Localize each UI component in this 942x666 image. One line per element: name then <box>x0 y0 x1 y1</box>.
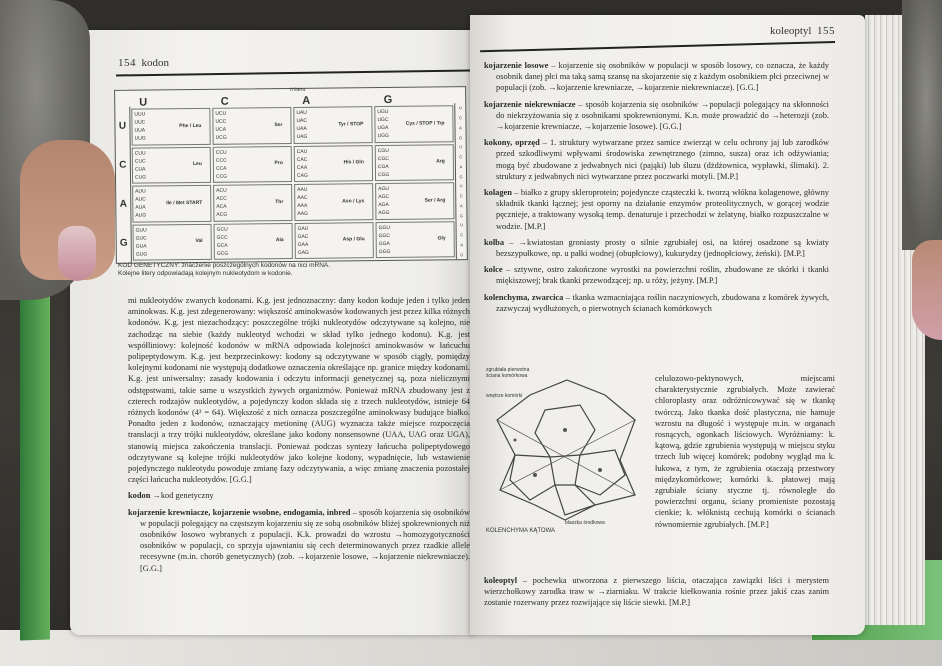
amino-acid: Val <box>195 238 203 245</box>
codon: CGU <box>377 147 389 154</box>
amino-acid: Ile / Met START <box>166 199 203 207</box>
third-letter: C <box>459 193 463 199</box>
codon: GUC <box>135 235 147 242</box>
left-thumbnail <box>58 226 96 281</box>
codon: GGU <box>378 224 390 231</box>
codon-cell <box>294 145 373 182</box>
entry-text: →kod genetyczny <box>150 491 214 501</box>
entry-kokony <box>484 137 829 182</box>
codon-cell <box>294 222 373 259</box>
row-a: A <box>119 198 127 210</box>
right-running-head <box>770 25 835 37</box>
codon: CUG <box>134 174 147 181</box>
codon: ACA <box>216 203 227 211</box>
codon: AUA <box>135 204 146 211</box>
codon: ACC <box>216 195 227 202</box>
codon: UCC <box>215 118 227 125</box>
codon-cell <box>132 146 211 183</box>
col-u: U <box>139 96 148 109</box>
codon: ACG <box>216 212 228 219</box>
codon-cell <box>293 106 372 143</box>
codon: AUG <box>135 212 147 220</box>
entry-term: kojarzenie losowe <box>484 61 549 70</box>
amino-acid: Asp / Glu <box>342 236 365 243</box>
codon: GCA <box>216 242 228 249</box>
label-primary-wall: zgrubiała pierwotna ściana komórkowa <box>486 367 530 379</box>
right-page <box>470 15 865 635</box>
codon: CUA <box>134 166 146 173</box>
amino-acid: Ala <box>275 237 284 244</box>
left-page-number: 154 <box>118 57 136 69</box>
third-letter: A <box>459 164 463 170</box>
amino-acid: Ser <box>274 121 283 128</box>
codon: UUA <box>134 127 146 134</box>
row-g: G <box>119 237 128 249</box>
entry-kolce <box>484 264 829 286</box>
left-page <box>70 30 475 635</box>
codon: UAC <box>296 118 308 125</box>
amino-acid: Ser / Arg <box>424 197 446 204</box>
entry-term: kojarzenie niekrewniacze <box>484 99 576 109</box>
third-letter: G <box>459 134 463 140</box>
third-letter: C <box>459 154 463 160</box>
codon-cell <box>294 183 373 220</box>
codon: UAA <box>296 126 307 133</box>
entry-term: kojarzenie krewniacze, kojarzenie wsobne, endogamia, inbred <box>128 507 351 517</box>
entry-text: – kojarzenie się osobników w populacji w sposób losowy, co oznacza, że każdy osobnik danej płci ma taką samą szansę na skojarzenie się z każdym osobnikiem płci przeciwnej w populacji (zob. →kojarzenie krewniacze, →kojarzenie niekrewniacze). [G.G.] <box>496 61 829 93</box>
amino-acid: Tyr / STOP <box>338 121 364 128</box>
amino-acid: Pro <box>274 160 283 167</box>
codon: GAA <box>297 241 309 248</box>
amino-acid: Cys / STOP / Trp <box>405 120 445 127</box>
codon: GAG <box>297 249 309 256</box>
codon: CAG <box>296 172 308 179</box>
codon: GUA <box>135 243 147 250</box>
codon: CCA <box>215 165 227 172</box>
third-letter: C <box>458 115 462 121</box>
codon: CCG <box>215 173 228 180</box>
left-body-text <box>128 295 470 574</box>
third-letter: U <box>460 222 463 228</box>
table-caption <box>118 262 330 278</box>
entry-text: – sposób kojarzenia się osobników w populacji polegający na częstszym kojarzeniu się ze sobą osobników bliżej spokrewnionych niż osobników losowo wybranych z populacji. K.k. prowadzi do wzrostu →homozygotyczności osobników w populacji, co sprzyja ujawnianiu się cech determinowanych przez rzadkie allele recesywne (m.in. chorób genetycznych) (zob. →kojarzenie losowe, →kojarzenie niekrewniacze). [G.G.] <box>140 507 470 573</box>
codon: GGA <box>378 240 390 247</box>
col-c: C <box>220 95 229 108</box>
entry-text: – sztywne, ostro zakończone wyrostki na powierzchni roślin, zbudowane ze skórki i tkanki miękiszowej; brak tkanki przewodzącej; np. u róży, jeżyny. [M.P.] <box>496 265 829 286</box>
entry-term: kokony, oprzęd <box>484 138 540 148</box>
entry-kodon <box>128 490 470 501</box>
codon-cell <box>132 185 211 222</box>
codon: AGC <box>378 194 390 201</box>
codon: UGA <box>377 125 389 132</box>
codon: UGG <box>377 133 390 140</box>
left-running-head <box>118 57 169 69</box>
codon: GCC <box>216 234 228 241</box>
kod-genetyczny-paragraph: mi nukleotydów zwanych kodonami. K.g. jest jednoznaczny: dany kodon koduje jeden i tylko jeden aminokwas. K.g. jest zdegenerowany: większość aminokwasów kodowanych jest przez kilka różnych kodonów. K.g. jest niezachodzący: poszczególne trójki nukleotydów odczytywane są kolejno, nie zachodząc na siebie (każdy nukleotyd wchodzi w skład tylko jednego kodonu). K.g. jest współliniowy: kolejność kodonów w mRNA odpowiada kolejności aminokwasów w łańcuchu polipeptydowym. K.g. jest bezprzecinkowy: kodony są odczytywane w sposób ciągły, pomiędzy kolejnymi kodonami nie występują dodatkowe oznaczenia określające np. granice między kodonami. K.g. jest uniwersalny: zasady kodowania i odczytu informacji genetycznej są, poza nielicznymi odstępstwami, takie same u wszystkich żywych organizmów. Ponieważ mRNA zbudowany jest z czterech rodzajów nukleotydów, a pojedynczy kodon składa się z trzech nukleotydów, istnieje 64 różnych kodonów (4³ = 64). Większość z nich oznacza poszczególne aminokwasy budujące białko. Ponadto jeden z kodonów, oznaczający metioninę (AUG) wyznacza także miejsce rozpoczęcia translacji a trzy trójki nukleotydów, określane jako kodony nonsensowne (UAA, UAG oraz UGA), stanowią miejsca zakończenia translacji. Ponieważ podczas syntezy łańcucha polipeptydowego odczytywane są kolejne trójki nukleotydów jako kolejne kodony, wypadnięcie, lub wstawienie pojedynczego nukleotydu powoduje zmianę fazy odczytywania, a więc zmianę znaczenia pozostałej części łańcucha nukleotydów. [G.G.] <box>128 296 470 485</box>
caption-line-1: KOD GENETYCZNY: znaczenie poszczególnych kodonów na nici mRNA. <box>118 262 331 269</box>
codon-cell <box>214 222 293 259</box>
codon: UUU <box>134 111 146 118</box>
codon: GCG <box>216 250 229 257</box>
row-u: U <box>118 120 127 132</box>
codon: UUG <box>134 135 146 143</box>
illustration-caption: KOLENCHYMA KĄTOWA <box>486 528 556 534</box>
codon: UCG <box>215 135 227 142</box>
codon: UAU <box>296 109 307 117</box>
entry-text: – białko z grupy skleroprotein; pojedyncze cząsteczki k. tworzą włókna kolagenowe, główny składnik tkanki łącznej; jest oporny na działanie enzymów proteolitycznych, w gorącej wodzie pęcznieje, a traktowany wysoką temp. denaturuje i przechodzi w żelatynę, białko rozpuszczalne w wodzie. [M.P.] <box>496 188 829 231</box>
col-g: G <box>383 93 393 107</box>
codon: AUC <box>135 196 146 203</box>
col-a: A <box>302 94 311 107</box>
entry-text: – pochewka utworzona z pierwszego liścia, otaczająca zawiązki liści i merystem wierzchołkowy zarodka traw w →ziarniaku. W trakcie kiełkowania rośnie przez jakiś czas zanim zostanie rozerwany przez rozwijające się liście siewki. [M.P.] <box>484 576 829 608</box>
row-c: C <box>119 159 127 171</box>
third-letter: U <box>458 105 462 111</box>
amino-acid: Arg <box>436 158 445 165</box>
codon: AUU <box>135 188 146 195</box>
codon: CCU <box>215 149 227 156</box>
kolenchyma-continuation: celulozowo-pektynowych, miejscami charakterystycznie zgrubiałych. Może zawierać chloroplasty oraz odróżnicowywać się w tkankę twórczą. Jako tkanka dość plastyczna, nie hamuje wzrostu na długość i występuje m.in. w organach rosnących, ogonkach liściowych. Wyróżniamy: k. kątową, gdzie zgrubienia występują w miejscu styku trzech lub więcej komórek; podobny wygląd ma k. łukowa, z tym, że zgrubienia otaczają przestwory międzykomórkowe; komórki k. płatowej mają zgrubiałe ściany styczne tj. równoległe do powierzchni organu, ściany promieniste pozostają cienkie; k. włóknistą cechują komórki o ścianach równomiernie zgrubiałych. [M.P.] <box>655 374 835 529</box>
second-letter-label: II litera <box>290 86 306 94</box>
codon: UAG <box>296 134 308 141</box>
codon: AAA <box>297 203 308 210</box>
codon: UCU <box>215 110 227 117</box>
codon: GUU <box>135 227 147 234</box>
entry-term: kolagen <box>484 188 512 198</box>
entry-text: – 1. struktury wytwarzane przez samice zwierząt w celu ochrony jaj lub zarodków przed szkodliwymi wpływami środowiska zewnętrznego (zimno, susza) oraz ich odżywiania; mogą być zbudowane z jedwabnych nici (pająki) lub śluzu (dżdżownica, wypławki, ślimaki). 2. struktury z jedwabnych nici wytwarzane przez poczwarki motyli. [M.P.] <box>496 138 829 181</box>
codon-cell <box>375 221 454 258</box>
codon-cell <box>133 223 212 260</box>
codon: GUG <box>135 251 148 258</box>
codon: CUC <box>134 158 146 165</box>
caption-line-2: Kolejne litery odpowiadają kolejnym nukleotydom w kodonie. <box>118 270 293 277</box>
codon: UCA <box>215 126 227 134</box>
entry-term: kodon <box>128 491 151 501</box>
right-body-text <box>484 60 829 319</box>
third-letter: G <box>459 212 464 218</box>
entry-text: – →kwiatostan groniasty prosty o silnie zgrubiałej osi, na której osadzone są kwiaty bezszypułkowe, np. u pałki wodnej (obupłciowy), kukurydzy (jednopłciowy, żeński). [M.P.] <box>496 237 829 259</box>
codon-cell <box>374 105 453 142</box>
codon: CAC <box>296 156 308 163</box>
entry-kojarzenie-krewniacze <box>128 507 470 574</box>
right-page-number: 155 <box>817 25 835 37</box>
third-letter: A <box>459 125 462 131</box>
amino-acid: Gly <box>437 235 446 242</box>
right-sleeve <box>902 0 942 250</box>
amino-acid: Leu <box>192 161 202 168</box>
amino-acid: His / Gln <box>343 159 364 166</box>
amino-acid: Thr <box>275 198 284 205</box>
third-letter: A <box>459 203 463 209</box>
codon-cell <box>213 184 292 221</box>
codon: CUU <box>134 150 146 157</box>
table-surface <box>0 630 942 666</box>
codon: CAU <box>296 148 308 155</box>
codon: CCC <box>215 157 227 164</box>
codon: AAG <box>297 211 309 218</box>
third-letter-column <box>454 103 467 259</box>
entry-kolagen <box>484 187 829 232</box>
entry-kolba <box>484 237 829 259</box>
label-cell-interior: wnętrze komórki <box>486 393 523 399</box>
codon: CGA <box>377 163 389 170</box>
codon: ACU <box>216 187 227 194</box>
codon: UGC <box>377 117 389 124</box>
codon: AGA <box>378 202 389 209</box>
entry-term: kolce <box>484 265 503 275</box>
third-letter: U <box>459 144 463 150</box>
codon: AAU <box>297 186 308 193</box>
label-middle-lamella: blaszka środkowa <box>565 520 605 526</box>
codon: UUC <box>134 119 146 126</box>
codon-cell <box>131 108 210 145</box>
left-head-word: kodon <box>141 57 169 69</box>
entry-term: kolba <box>484 237 505 247</box>
right-head-word: koleoptyl <box>769 25 812 37</box>
third-letter: G <box>459 173 463 179</box>
codon: GAC <box>297 233 309 240</box>
entry-kojarzenie-losowe <box>484 60 829 94</box>
third-letter: C <box>460 232 464 238</box>
codon: GGG <box>378 248 391 256</box>
codon-grid <box>131 105 455 260</box>
codon: GGC <box>378 232 391 239</box>
codon-cell <box>375 144 454 181</box>
amino-acid: Asn / Lys <box>342 198 365 205</box>
right-header-rule <box>480 41 835 52</box>
codon: AGU <box>378 186 390 193</box>
entry-term: koleoptyl <box>484 576 518 585</box>
table-row-headers <box>115 107 132 263</box>
genetic-code-table <box>114 86 468 264</box>
entry-text: – sposób kojarzenia się osobników →populacji polegający na skłonności do niekrzyżowania się z osobnikami spokrewnionymi. K.n. może prowadzić do →heterozji (zob. →kojarzenie krewniacze, →kojarzenie losowe). [G.G.] <box>496 99 829 132</box>
entry-text: – tkanka wzmacniająca roślin naczyniowych, zbudowana z komórek żywych, zazwyczaj wydłużonych, o pierwotnych ścianach komórkowych <box>496 292 829 313</box>
entry-kolenchyma <box>484 292 829 314</box>
third-letter: U <box>459 183 463 189</box>
codon: CGG <box>377 171 390 179</box>
codon: AAC <box>297 195 308 202</box>
left-header-rule <box>116 70 471 76</box>
entry-kojarzenie-niekrewniacze <box>484 99 829 133</box>
codon: GAU <box>297 225 309 232</box>
codon: CGC <box>377 155 389 162</box>
codon: GCU <box>216 226 228 233</box>
codon-cell <box>212 107 291 144</box>
entry-term: kolenchyma, zwarcica <box>484 292 564 302</box>
entry-koleoptyl <box>484 575 829 609</box>
third-letter: A <box>460 242 464 248</box>
codon-cell <box>375 182 454 219</box>
amino-acid: Phe / Leu <box>179 122 202 129</box>
codon: AGG <box>378 210 390 217</box>
third-letter: G <box>460 251 464 257</box>
codon: UGU <box>377 109 389 116</box>
codon-cell <box>213 145 292 182</box>
collenchyma-illustration <box>485 365 650 525</box>
codon: CAA <box>296 164 308 171</box>
right-thumb <box>912 240 942 340</box>
